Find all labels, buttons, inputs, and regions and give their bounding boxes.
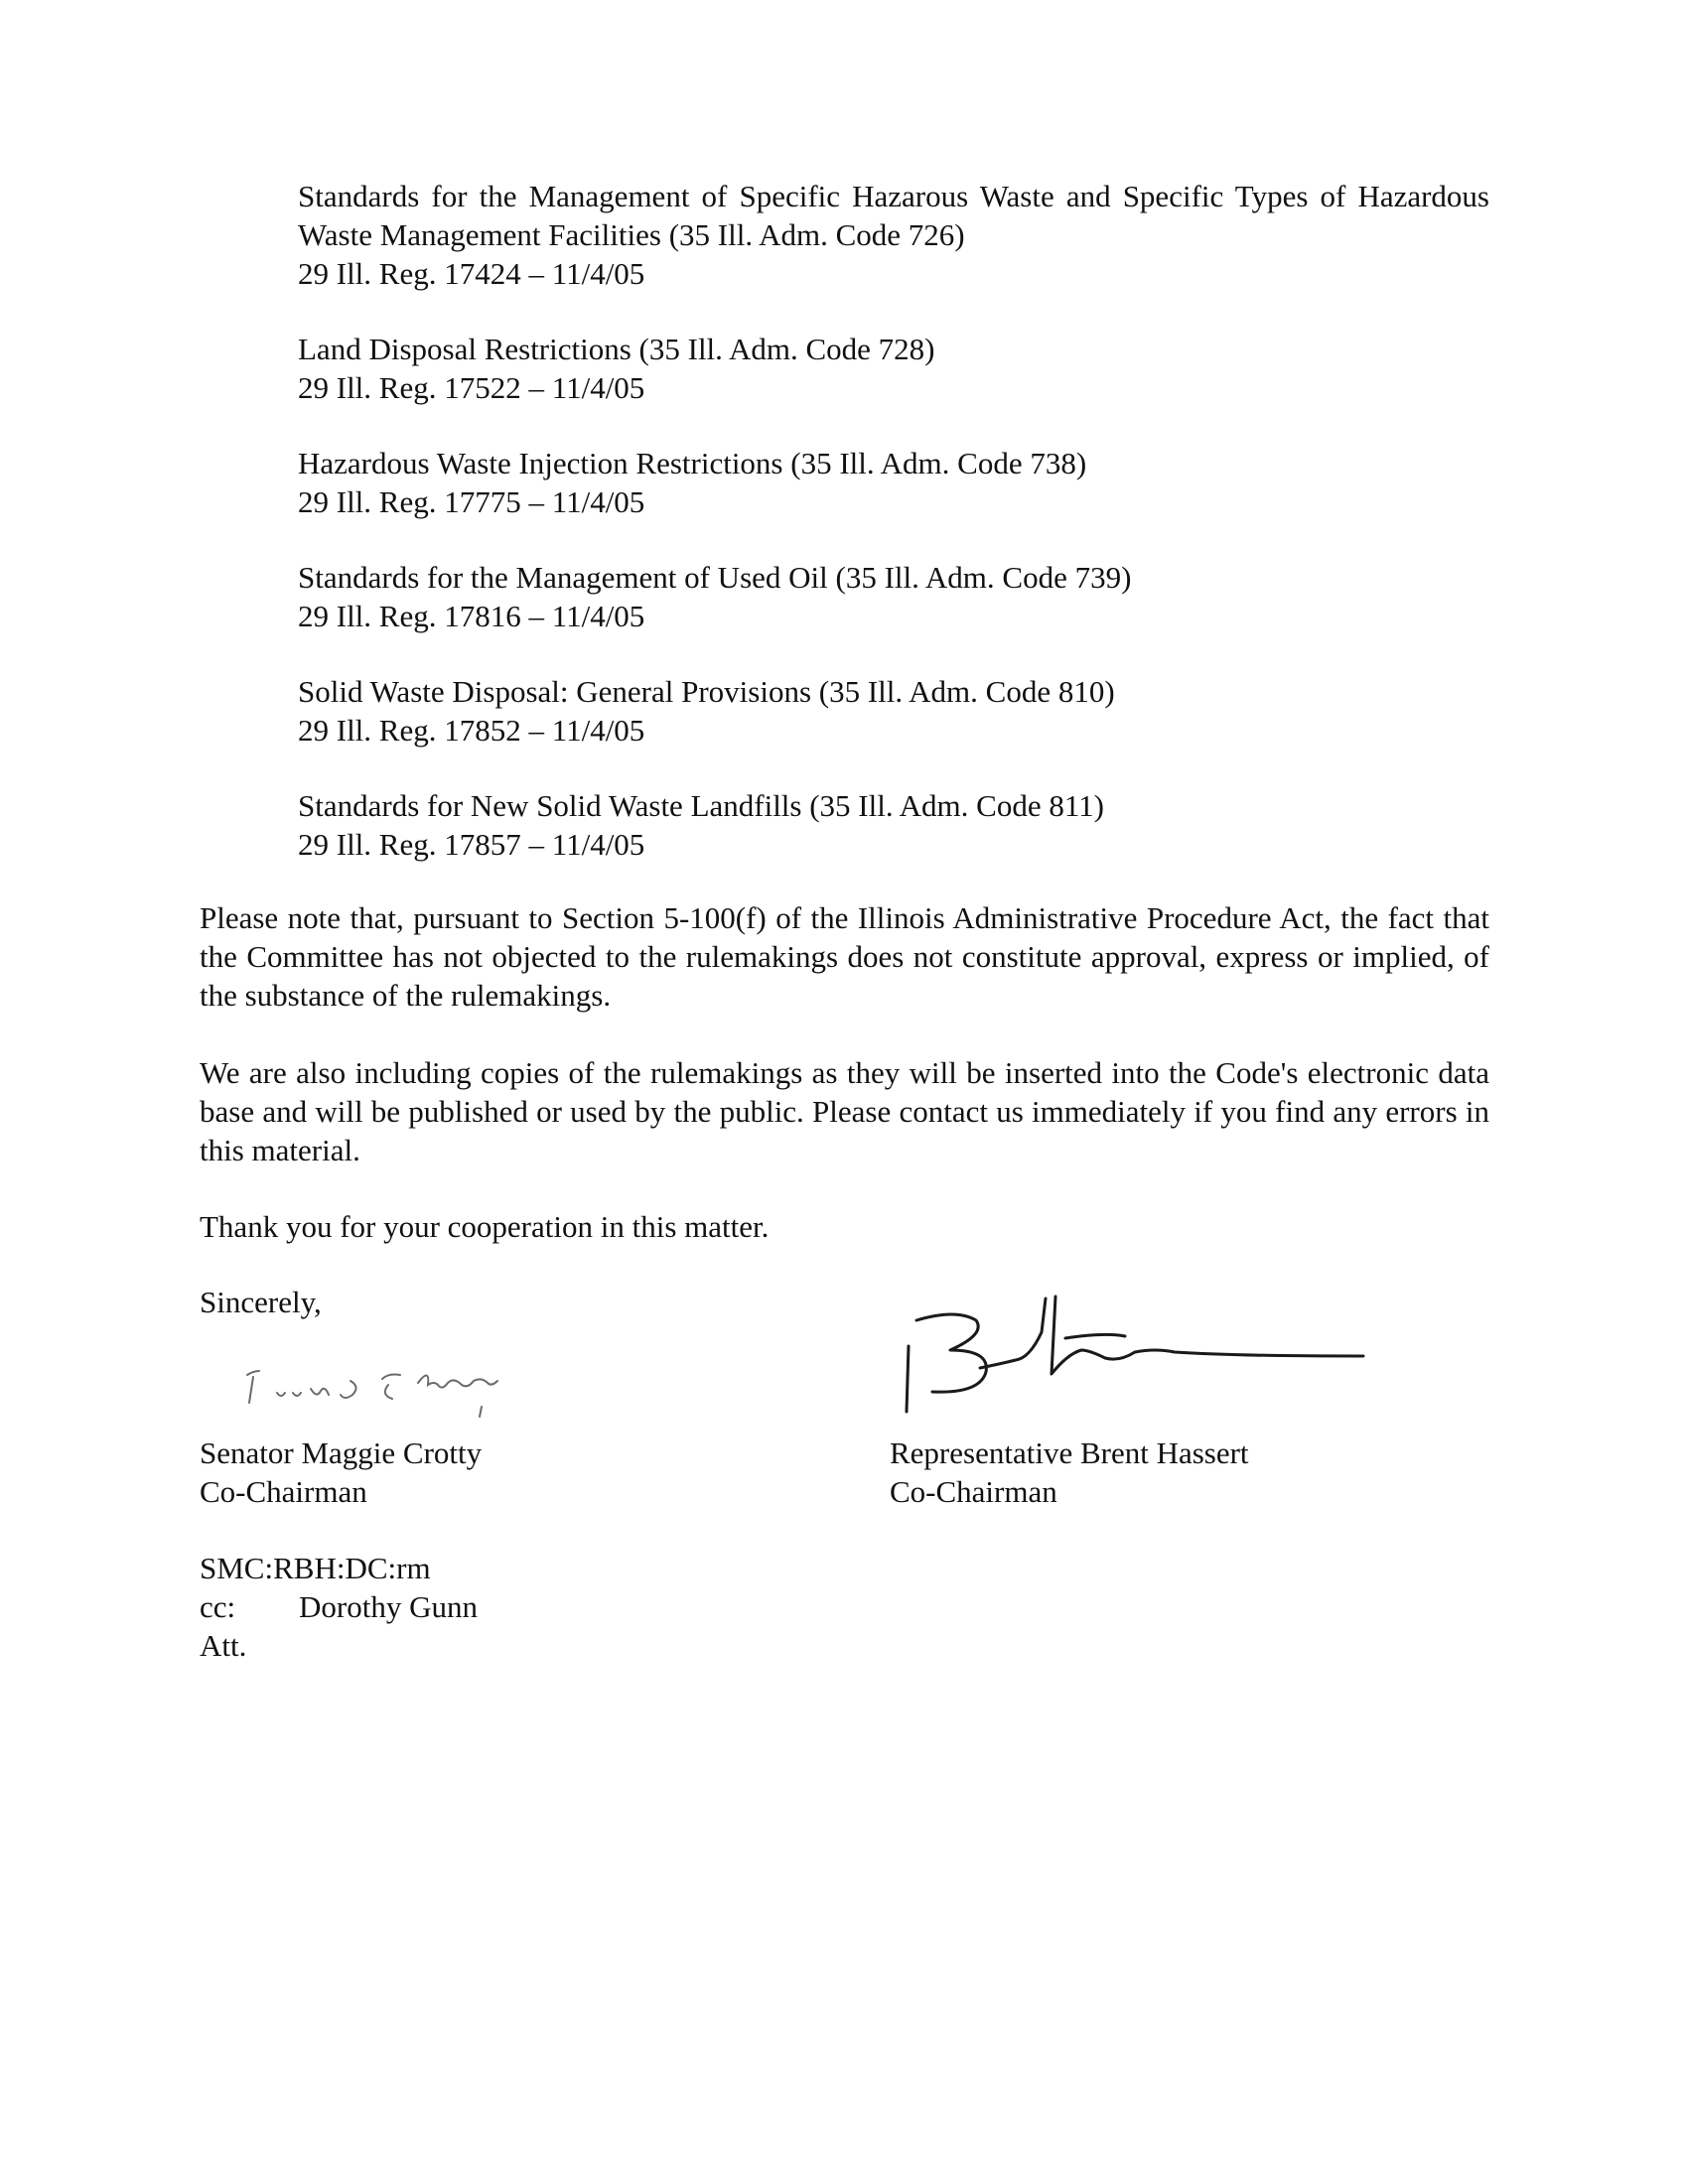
regulation-title: Standards for the Management of Specific Hazarous Waste and Specific Types of Hazardous Waste Management Facilities (35 Ill. Adm. Code 726) [298,179,1489,252]
signer-title: Co-Chairman [890,1474,1057,1509]
regulation-citation: 29 Ill. Reg. 17816 – 11/4/05 [298,599,645,633]
regulation-title: Land Disposal Restrictions (35 Ill. Adm. Code 728) [298,332,935,366]
attachment-note: Att. [200,1628,247,1663]
signature-crotty [233,1345,591,1425]
signer-left-block [200,1433,482,1511]
signature-hassert [899,1291,1415,1420]
regulation-item [298,330,1489,407]
signer-name: Senator Maggie Crotty [200,1435,483,1470]
thank-you-paragraph: Thank you for your cooperation in this matter. [200,1209,770,1244]
letter-footer [200,1549,478,1665]
regulation-title: Standards for New Solid Waste Landfills (35 Ill. Adm. Code 811) [298,788,1105,823]
copies-paragraph: We are also including copies of the rulemakings as they will be inserted into the Code's electronic data base and will be published or used by the public. Please contact us immediately if you find any errors in this material. [200,1055,1489,1167]
regulation-citation: 29 Ill. Reg. 17857 – 11/4/05 [298,827,645,862]
procedure-act-paragraph: Please note that, pursuant to Section 5-100(f) of the Illinois Administrative Procedure Act, the fact that the Committee has not objected to the rulemakings does not constitute approval, express or implied, of the substance of the rulemakings. [200,900,1489,1013]
cc-line [200,1587,478,1626]
cc-label: cc: [200,1589,236,1624]
regulation-citation: 29 Ill. Reg. 17852 – 11/4/05 [298,713,645,748]
regulation-item [298,558,1489,635]
closing-salutation: Sincerely, [200,1285,322,1319]
cc-name: Dorothy Gunn [299,1589,478,1624]
regulation-item [298,444,1489,521]
regulation-citation: 29 Ill. Reg. 17522 – 11/4/05 [298,370,645,405]
regulation-citation: 29 Ill. Reg. 17775 – 11/4/05 [298,484,645,519]
signer-name: Representative Brent Hassert [890,1435,1249,1470]
regulation-title: Solid Waste Disposal: General Provisions (35 Ill. Adm. Code 810) [298,674,1115,709]
regulation-citation: 29 Ill. Reg. 17424 – 11/4/05 [298,256,645,291]
regulation-title: Hazardous Waste Injection Restrictions (35 Ill. Adm. Code 738) [298,446,1087,480]
regulation-item [298,672,1489,750]
regulation-title: Standards for the Management of Used Oil (35 Ill. Adm. Code 739) [298,560,1132,595]
regulation-item [298,786,1489,864]
signer-right-block [890,1433,1249,1511]
reference-initials: SMC:RBH:DC:rm [200,1551,431,1585]
regulation-item [298,177,1489,293]
signer-title: Co-Chairman [200,1474,367,1509]
regulation-list [298,177,1489,900]
